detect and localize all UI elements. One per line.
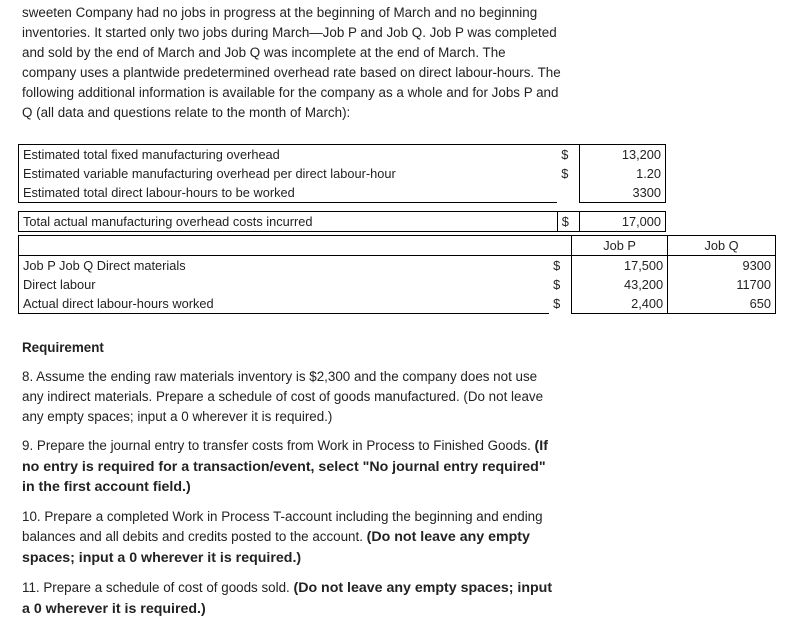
row-label: Actual direct labour-hours worked (19, 294, 550, 314)
overhead-table (18, 144, 666, 232)
currency-symbol: $ (553, 277, 561, 292)
row-value: 17,000 (580, 212, 666, 232)
job-q-value: 9300 (668, 256, 776, 276)
table-row (19, 256, 776, 276)
table-row (19, 164, 666, 183)
header-job-p: Job P (571, 236, 667, 256)
job-q-value: 650 (668, 294, 776, 314)
requirement-11-text: 11. Prepare a schedule of cost of goods sold. (22, 580, 294, 596)
requirement-9-instruction: (If no entry is required for a transaction/event, select "No journal entry required" in the first account field.) (22, 437, 548, 496)
requirement-10-instruction: (Do not leave any empty spaces; input a 0 wherever it is required.) (22, 529, 530, 567)
table-row-total (19, 212, 666, 232)
row-value: 1.20 (580, 164, 666, 183)
requirement-8-text: 8. Assume the ending raw materials inventory is $2,300 and the company does not use any indirect materials. Prepare a schedule of cost of goods manufactured. (Do not leave any empty spaces; input a 0 wherever it is required.) (22, 368, 544, 424)
row-label: Estimated variable manufacturing overhead per direct labour-hour (19, 164, 558, 183)
header-job-q: Job Q (668, 236, 776, 256)
intro-paragraph: sweeten Company had no jobs in progress at the beginning of March and no beginning inventories. It started only two jobs during March—Job P and Job Q. Job P was completed and sold by the end of March and Job Q was incomplete at the end of March. The company uses a plantwide predetermined overhead rate based on direct labour-hours. The following additional information is available for the company as a whole and for Jobs P and Q (all data and questions relate to the month of March): (22, 5, 561, 120)
currency-symbol: $ (553, 258, 561, 273)
row-value: 13,200 (580, 145, 666, 165)
currency-symbol: $ (561, 166, 569, 181)
table-row (19, 183, 666, 203)
requirement-9-text: 9. Prepare the journal entry to transfer costs from Work in Process to Finished Goods. (22, 437, 535, 453)
table-header-row (19, 236, 776, 256)
table-row (19, 294, 776, 314)
job-cost-table (18, 235, 776, 314)
requirements-section (22, 338, 562, 629)
requirement-8 (22, 367, 562, 427)
currency-symbol: $ (553, 296, 561, 312)
table-row (19, 145, 666, 165)
requirement-9 (22, 436, 562, 499)
row-label: Estimated total fixed manufacturing overhead (19, 145, 558, 165)
row-value: 3300 (580, 183, 666, 203)
row-label: Direct labour (19, 275, 550, 294)
row-label: Job P Job Q Direct materials (19, 256, 550, 276)
job-q-value: 11700 (668, 275, 776, 294)
requirement-heading: Requirement (22, 340, 104, 355)
currency-symbol (557, 183, 580, 203)
job-p-value: 17,500 (571, 256, 667, 276)
requirement-11-instruction: (Do not leave any empty spaces; input a 0 wherever it is required.) (22, 580, 553, 617)
table-row (19, 275, 776, 294)
job-p-value: 43,200 (571, 275, 667, 294)
currency-symbol: $ (557, 145, 580, 165)
job-p-value: 2,400 (571, 294, 667, 314)
requirement-10-text: 10. Prepare a completed Work in Process T-account including the beginning and ending balances and all debits and credits posted to the account. (22, 509, 543, 545)
row-label: Estimated total direct labour-hours to be worked (19, 183, 558, 203)
requirement-10 (22, 507, 562, 569)
currency-symbol: $ (557, 212, 580, 232)
row-label: Total actual manufacturing overhead costs incurred (19, 212, 558, 232)
